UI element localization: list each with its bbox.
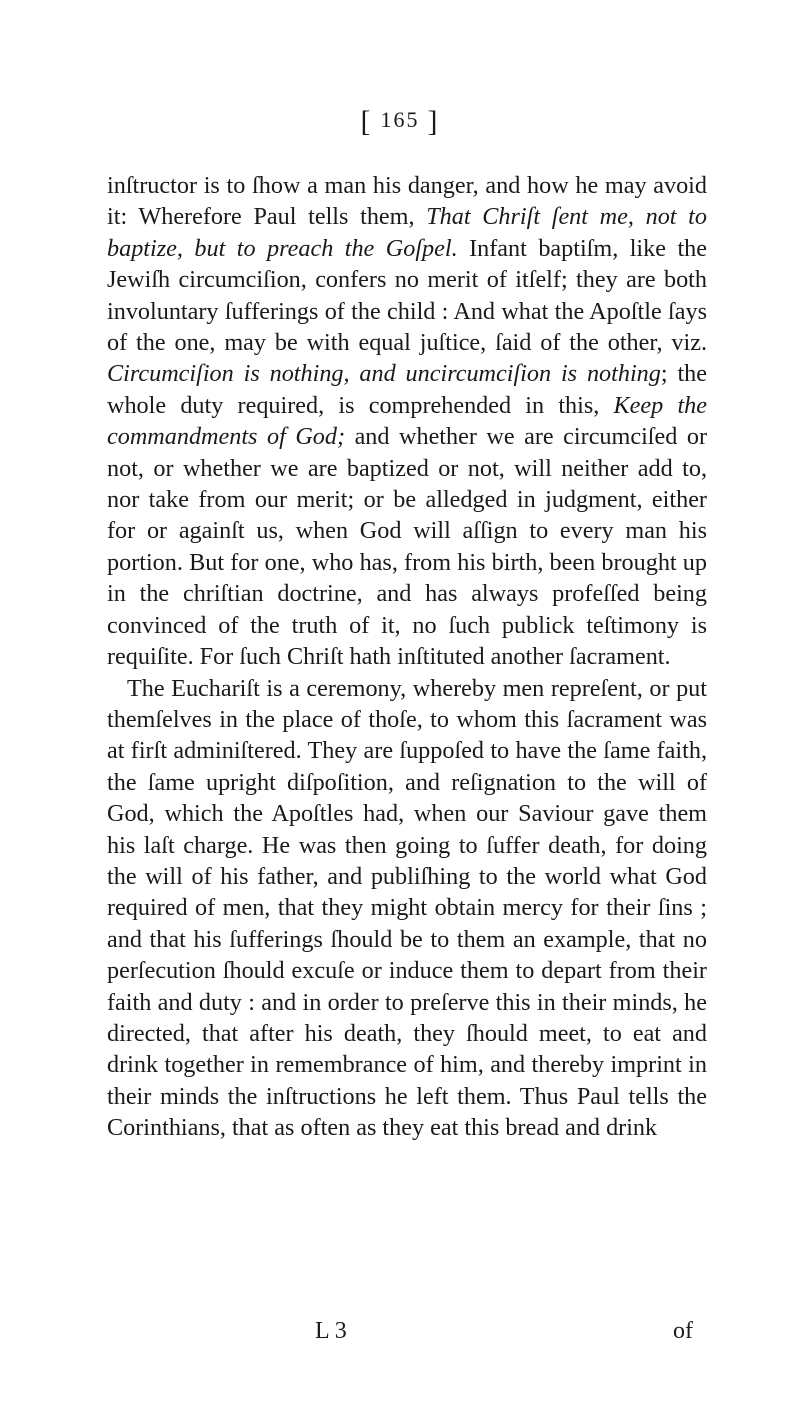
catchword: of <box>673 1318 693 1344</box>
text-run: inſtructor is to ſhow a man his danger, and how he may avoid it: Wherefore Paul tells them, <box>107 172 707 231</box>
page-footer <box>107 1318 707 1348</box>
italic-quote: Circumciſion is nothing, and uncircumciſion is nothing <box>107 360 661 388</box>
bracket-open: [ <box>360 105 373 138</box>
page-header <box>0 105 800 139</box>
text-run: The Euchariſt is a ceremony, whereby men repreſent, or put themſelves in the place of thoſe, to whom this ſacrament was at firſt adminiſtered. They are ſuppoſed to have the ſame faith, the ſame upright diſpoſition, and reſignation to the will of God, which the Apoſtles had, when our Saviour gave them his laſt charge. He was then going to ſuffer death, for doing the will of his father, and publiſhing to the world what God required of men, that they might obtain mercy for their ſins ; and that his ſufferings ſhould be to them an example, that no perſecution ſhould excuſe or induce them to depart from their faith and duty : and in order to preſerve this in their minds, he directed, that after his death, they ſhould meet, to eat and drink together in remembrance of him, and thereby imprint in their minds the inſtructions he left them. Thus Paul tells the Corinthians, that as often as they eat this bread and drink <box>107 674 707 1142</box>
italic-quote: Keep the commandments of God; <box>107 391 707 451</box>
paragraph <box>107 170 707 673</box>
text-run: ; the whole duty required, is comprehended in this, <box>107 360 707 419</box>
body-text <box>107 170 707 1144</box>
signature-mark: L 3 <box>315 1318 347 1344</box>
bracket-close: ] <box>427 105 440 138</box>
page-number: 165 <box>380 107 420 132</box>
text-run: Infant baptiſm, like the Jewiſh circumciſion, confers no merit of itſelf; they are both involuntary ſufferings of the child : And what the Apoſtle ſays of the one, may be with equal juſtice, ſaid of the other, viz. <box>107 234 707 357</box>
text-run: and whether we are circumciſed or not, or whether we are baptized or not, will neither add to, nor take from our merit; or be alledged in judgment, either for or againſt us, when God will aſſign to every man his portion. But for one, who has, from his birth, been brought up in the chriſtian doctrine, and has always profeſſed being convinced of the truth of it, no ſuch publick teſtimony is requiſite. For ſuch Chriſt hath inſtituted another ſacrament. <box>107 423 708 671</box>
italic-quote: That Chriſt ſent me, not to baptize, but to preach the Goſpel. <box>107 203 707 262</box>
paragraph <box>107 673 707 1144</box>
